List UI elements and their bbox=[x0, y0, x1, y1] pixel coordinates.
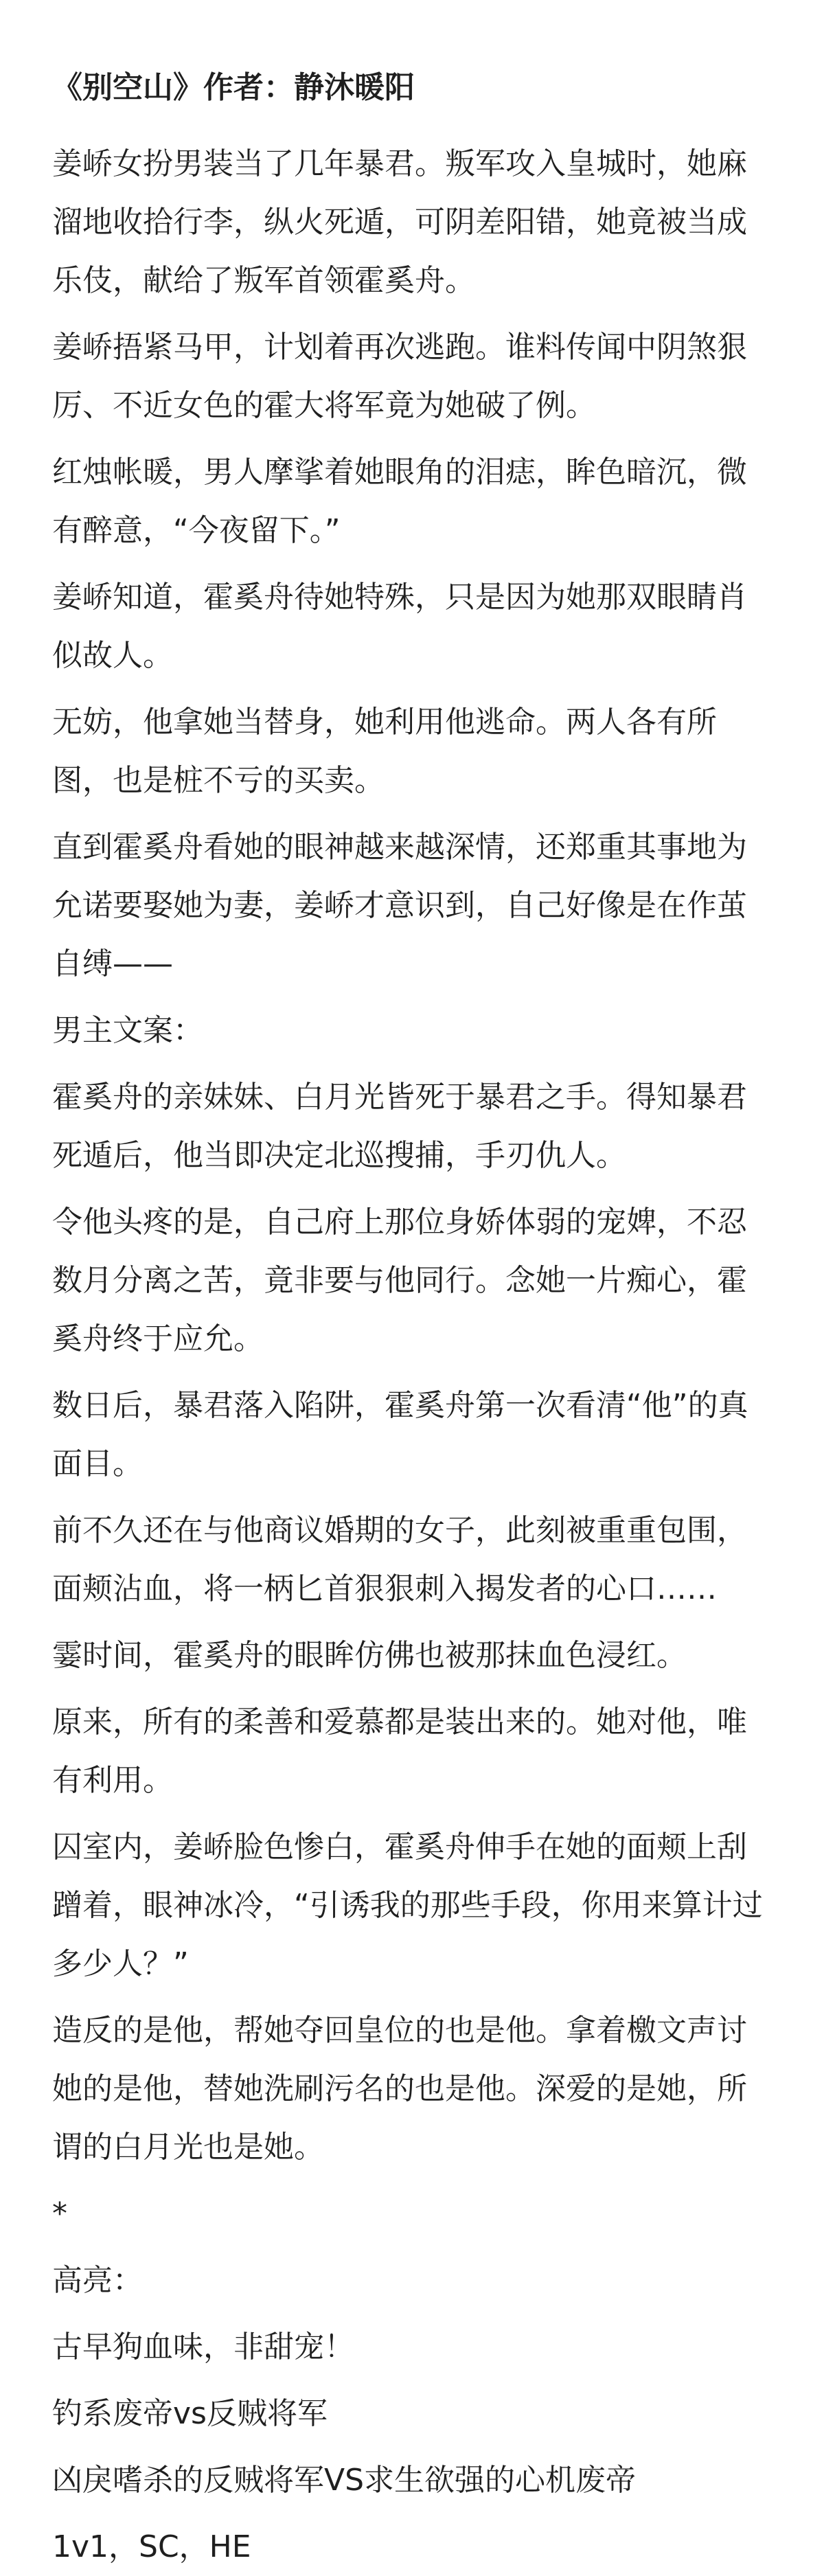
paragraph: 红烛帐暖，男人摩挲着她眼角的泪痣，眸色暗沉，微有醉意，“今夜留下。” bbox=[52, 455, 747, 548]
separator-asterisk: * bbox=[52, 2196, 67, 2231]
section-heading: 高亮： bbox=[52, 2263, 143, 2298]
tag-line: 钓系废帝vs反贼将军 bbox=[52, 2396, 328, 2431]
paragraph: 霎时间，霍奚舟的眼眸仿佛也被那抹血色浸红。 bbox=[52, 1638, 687, 1673]
paragraph: 姜峤女扮男装当了几年暴君。叛军攻入皇城时，她麻溜地收拾行李，纵火死遁，可阴差阳错，她竟被当成乐伎，献给了叛军首领霍奚舟。 bbox=[52, 146, 747, 298]
paragraph: 无妨，他拿她当替身，她利用他逃命。两人各有所图，也是桩不亏的买卖。 bbox=[52, 705, 717, 798]
paragraph: 姜峤知道，霍奚舟待她特殊，只是因为她那双眼睛肖似故人。 bbox=[52, 580, 747, 673]
synopsis-body bbox=[52, 135, 770, 2576]
book-title: 《别空山》作者：静沐暖阳 bbox=[52, 70, 415, 105]
tag-line: 1v1，SC，HE bbox=[52, 2529, 251, 2564]
paragraph: 囚室内，姜峤脸色惨白，霍奚舟伸手在她的面颊上刮蹭着，眼神冰冷，“引诱我的那些手段，你用来算计过多少人？” bbox=[52, 1830, 763, 1981]
paragraph: 造反的是他，帮她夺回皇位的也是他。拿着檄文声讨她的是他，替她洗刷污名的也是他。深爱的是她，所谓的白月光也是她。 bbox=[52, 2013, 747, 2165]
paragraph: 数日后，暴君落入陷阱，霍奚舟第一次看清“他”的真面目。 bbox=[52, 1388, 748, 1481]
section-heading: 男主文案： bbox=[52, 1013, 203, 1048]
paragraph: 令他头疼的是，自己府上那位身娇体弱的宠婢，不忍数月分离之苦，竟非要与他同行。念她一片痴心，霍奚舟终于应允。 bbox=[52, 1205, 747, 1356]
paragraph: 原来，所有的柔善和爱慕都是装出来的。她对他，唯有利用。 bbox=[52, 1705, 747, 1798]
paragraph: 姜峤捂紧马甲，计划着再次逃跑。谁料传闻中阴煞狠厉、不近女色的霍大将军竟为她破了例。 bbox=[52, 330, 747, 423]
paragraph: 前不久还在与他商议婚期的女子，此刻被重重包围，面颊沾血，将一柄匕首狠狠刺入揭发者的心口…… bbox=[52, 1513, 747, 1606]
paragraph: 霍奚舟的亲妹妹、白月光皆死于暴君之手。得知暴君死遁后，他当即决定北巡搜捕，手刃仇人。 bbox=[52, 1080, 747, 1173]
paragraph: 直到霍奚舟看她的眼神越来越深情，还郑重其事地为允诺要娶她为妻，姜峤才意识到，自己好像是在作茧自缚—— bbox=[52, 830, 747, 981]
tag-line: 凶戾嗜杀的反贼将军VS求生欲强的心机废帝 bbox=[52, 2463, 637, 2498]
tag-line: 古早狗血味，非甜宠！ bbox=[52, 2329, 354, 2364]
